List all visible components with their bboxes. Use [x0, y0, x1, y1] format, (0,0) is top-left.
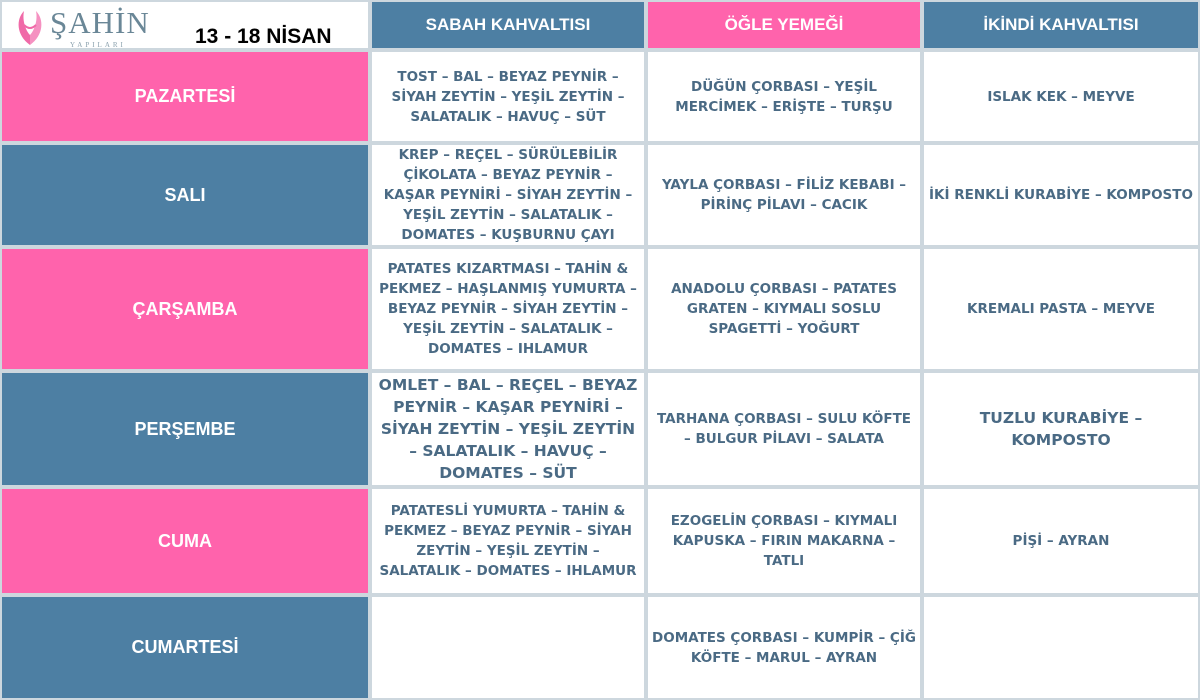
wave-logo-icon	[10, 5, 50, 49]
snack-cell: ISLAK KEK – MEYVE	[922, 50, 1200, 143]
snack-cell: KREMALI PASTA – MEYVE	[922, 247, 1200, 371]
column-header-lunch: ÖĞLE YEMEĞİ	[646, 0, 922, 50]
breakfast-cell: TOST – BAL – BEYAZ PEYNİR – SİYAH ZEYTİN – YEŞİL ZEYTİN – SALATALIK – HAVUÇ – SÜT	[370, 50, 646, 143]
brand-name: ŞAHİN	[50, 5, 150, 40]
column-header-snack: İKİNDİ KAHVALTISI	[922, 0, 1200, 50]
breakfast-cell: OMLET – BAL – REÇEL – BEYAZ PEYNİR – KAŞAR PEYNİRİ – SİYAH ZEYTİN – YEŞİL ZEYTİN – SALATALIK – HAVUÇ – DOMATES – SÜT	[370, 371, 646, 487]
brand-logo	[10, 5, 155, 49]
lunch-cell: DÜĞÜN ÇORBASI – YEŞİL MERCİMEK – ERİŞTE – TURŞU	[646, 50, 922, 143]
snack-cell: PİŞİ – AYRAN	[922, 487, 1200, 595]
lunch-cell: TARHANA ÇORBASI – SULU KÖFTE – BULGUR PİLAVI – SALATA	[646, 371, 922, 487]
day-label: SALI	[0, 143, 370, 247]
lunch-cell: ANADOLU ÇORBASI – PATATES GRATEN – KIYMALI SOSLU SPAGETTİ – YOĞURT	[646, 247, 922, 371]
breakfast-cell: PATATESLİ YUMURTA – TAHİN & PEKMEZ – BEYAZ PEYNİR – SİYAH ZEYTİN – YEŞİL ZEYTİN – SALATALIK – DOMATES – IHLAMUR	[370, 487, 646, 595]
snack-cell: TUZLU KURABİYE – KOMPOSTO	[922, 371, 1200, 487]
lunch-cell: EZOGELİN ÇORBASI – KIYMALI KAPUSKA – FIRIN MAKARNA – TATLI	[646, 487, 922, 595]
brand-subtitle: YAPILARI	[70, 41, 126, 49]
lunch-cell: YAYLA ÇORBASI – FİLİZ KEBABI – PİRİNÇ PİLAVI – CACIK	[646, 143, 922, 247]
day-label: CUMA	[0, 487, 370, 595]
snack-cell	[922, 595, 1200, 700]
day-label: CUMARTESİ	[0, 595, 370, 700]
day-label: ÇARŞAMBA	[0, 247, 370, 371]
brand-cell	[0, 0, 370, 50]
column-header-breakfast: SABAH KAHVALTISI	[370, 0, 646, 50]
breakfast-cell	[370, 595, 646, 700]
lunch-cell: DOMATES ÇORBASI – KUMPİR – ÇİĞ KÖFTE – MARUL – AYRAN	[646, 595, 922, 700]
snack-cell: İKİ RENKLİ KURABİYE – KOMPOSTO	[922, 143, 1200, 247]
breakfast-cell: PATATES KIZARTMASI – TAHİN & PEKMEZ – HAŞLANMIŞ YUMURTA – BEYAZ PEYNİR – SİYAH ZEYTİN – YEŞİL ZEYTİN – SALATALIK – DOMATES – IHLAMUR	[370, 247, 646, 371]
page-title: 13 - 18 NİSAN	[195, 25, 332, 48]
breakfast-cell: KREP – REÇEL – SÜRÜLEBİLİR ÇİKOLATA – BEYAZ PEYNİR – KAŞAR PEYNİRİ – SİYAH ZEYTİN – YEŞİL ZEYTİN – SALATALIK – DOMATES – KUŞBURNU ÇAYI	[370, 143, 646, 247]
day-label: PAZARTESİ	[0, 50, 370, 143]
day-label: PERŞEMBE	[0, 371, 370, 487]
